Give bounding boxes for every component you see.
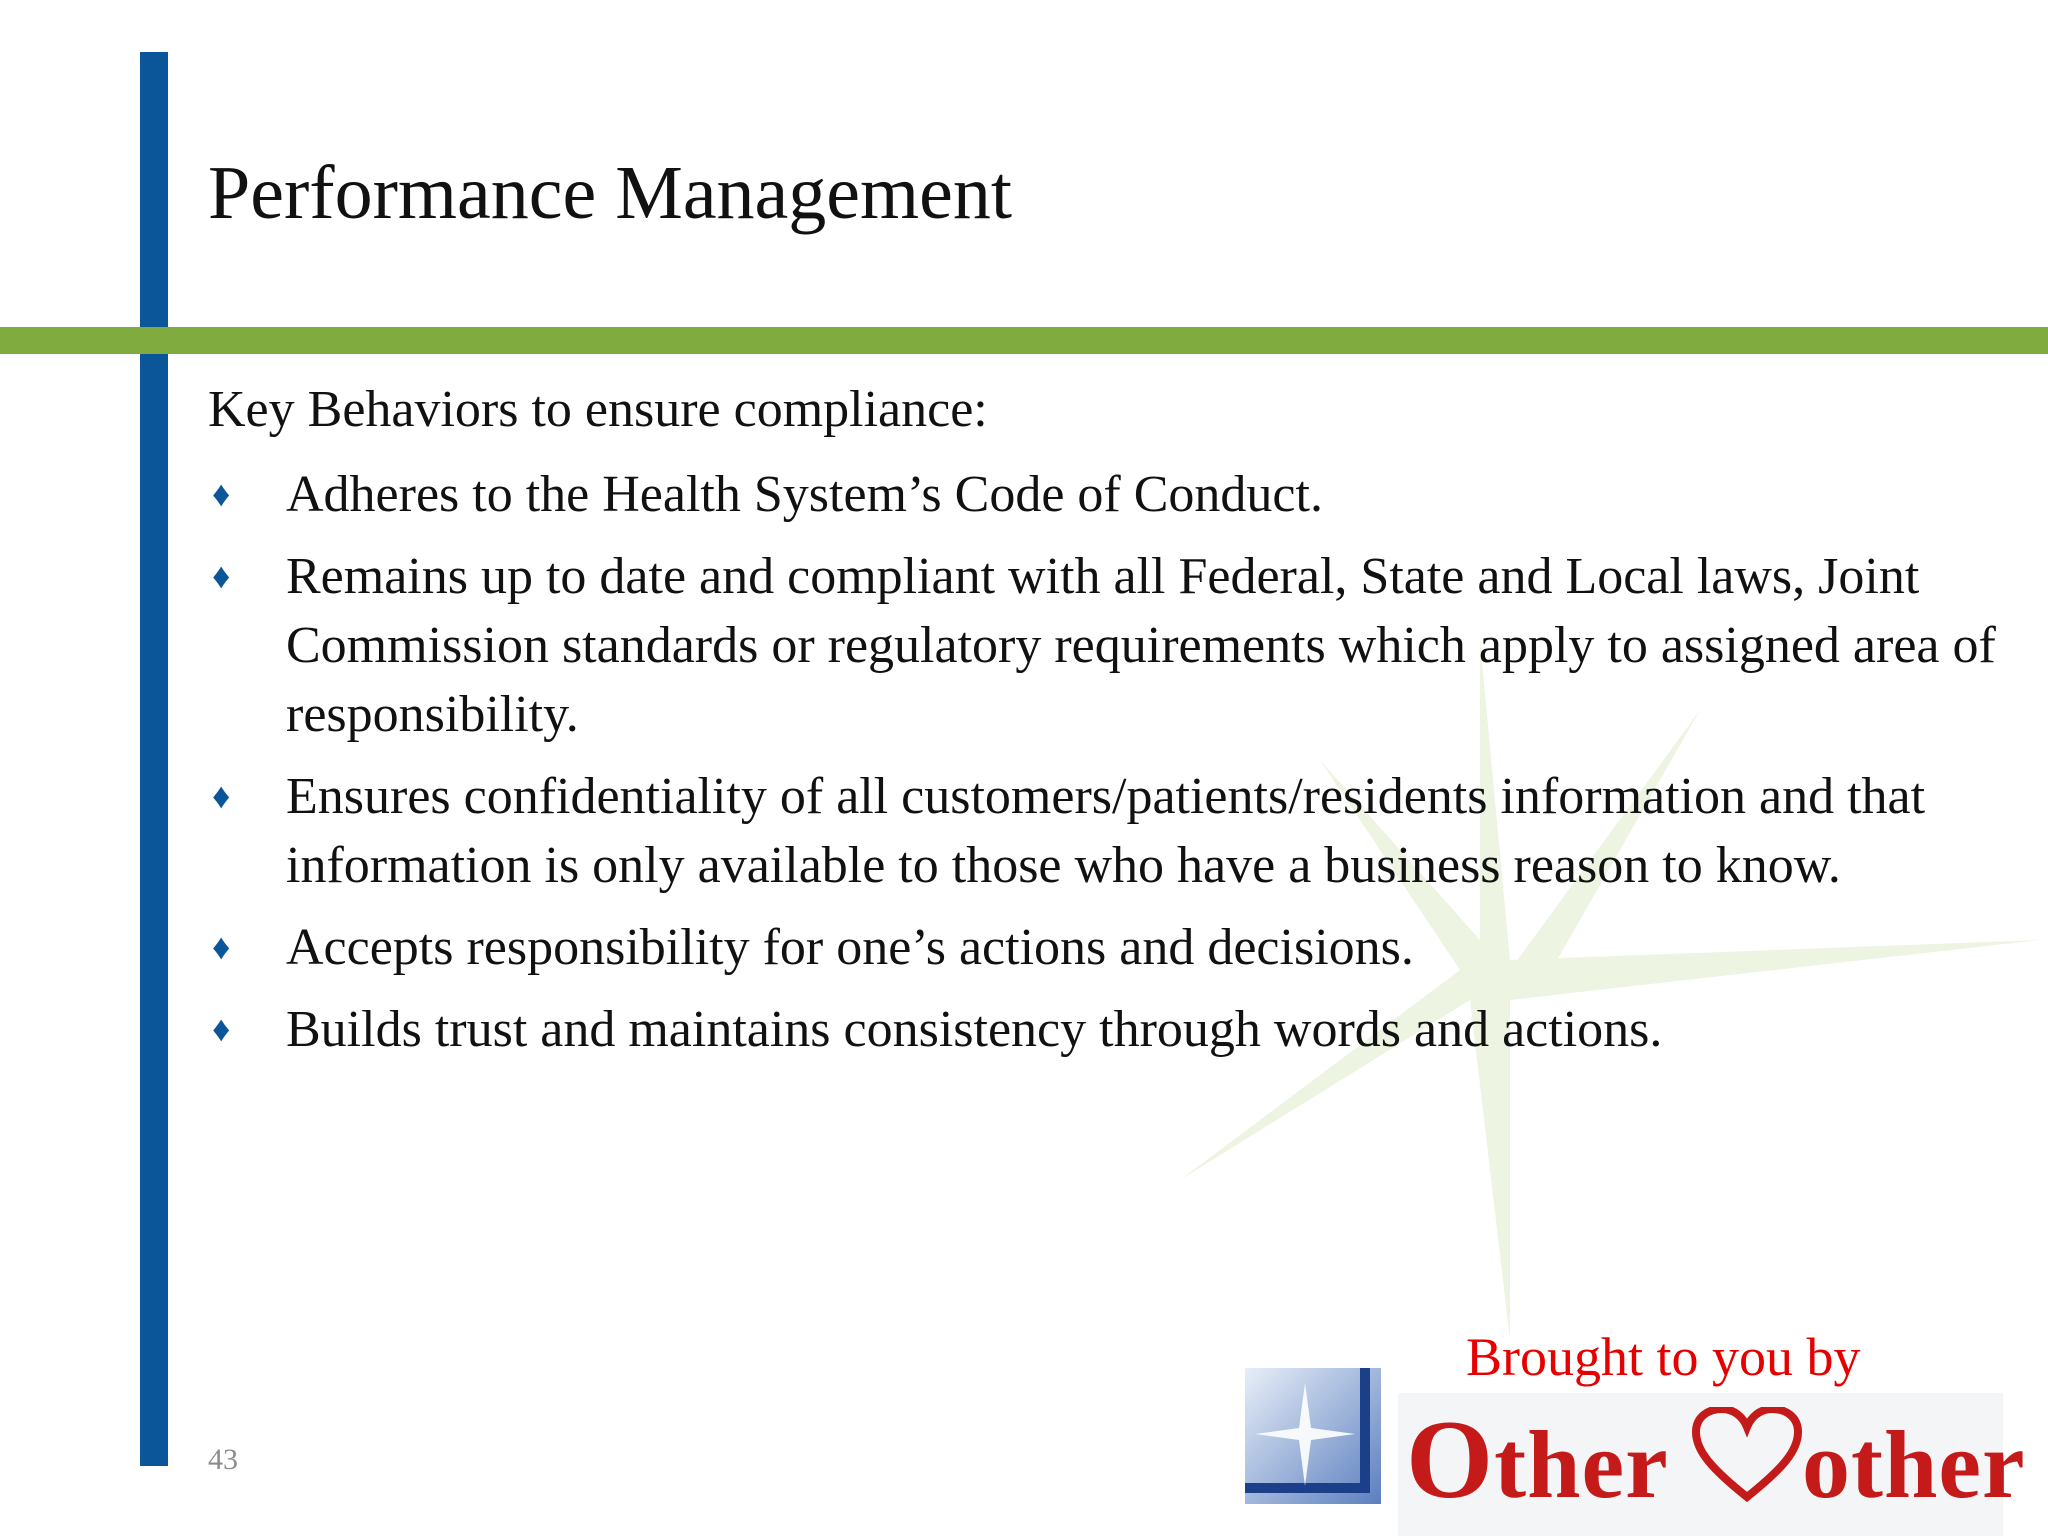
list-item [208, 995, 2008, 1064]
brought-to-you-text: Brought to you by [1466, 1327, 1861, 1387]
accent-bar-vertical [140, 52, 168, 1466]
bullet-text: Adheres to the Health System’s Code of Conduct. [286, 466, 1323, 523]
brand-word-first: ther [1494, 1411, 1667, 1518]
diamond-icon: ♦ [212, 776, 231, 816]
brand-word-second: other [1801, 1411, 2026, 1518]
list-item [208, 460, 2008, 529]
slide-title: Performance Management [208, 151, 1012, 235]
diamond-icon: ♦ [212, 927, 231, 967]
intro-text: Key Behaviors to ensure compliance: [208, 381, 988, 438]
list-item [208, 913, 2008, 982]
bullet-text: Builds trust and maintains consistency through words and actions. [286, 1001, 1663, 1058]
diamond-icon: ♦ [212, 556, 231, 596]
diamond-icon: ♦ [212, 1009, 231, 1049]
sparkle-logo-icon [1245, 1368, 1381, 1504]
heart-icon [1692, 1407, 1802, 1503]
list-item [208, 542, 2008, 749]
accent-bar-horizontal [0, 327, 2048, 354]
diamond-icon: ♦ [212, 474, 231, 514]
bullet-list [208, 460, 2008, 1077]
page-number: 43 [208, 1443, 238, 1476]
list-item [208, 762, 2008, 900]
bullet-text: Ensures confidentiality of all customers/patients/residents information and that information is only available to those who have a business reason to know. [286, 768, 1926, 894]
brand-logo [1406, 1396, 2026, 1525]
bullet-text: Accepts responsibility for one’s actions and decisions. [286, 919, 1414, 976]
brand-o-letter: O [1406, 1398, 1495, 1522]
bullet-text: Remains up to date and compliant with all Federal, State and Local laws, Joint Commission standards or regulatory requirements which apply to assigned area of responsibility. [286, 548, 1996, 743]
